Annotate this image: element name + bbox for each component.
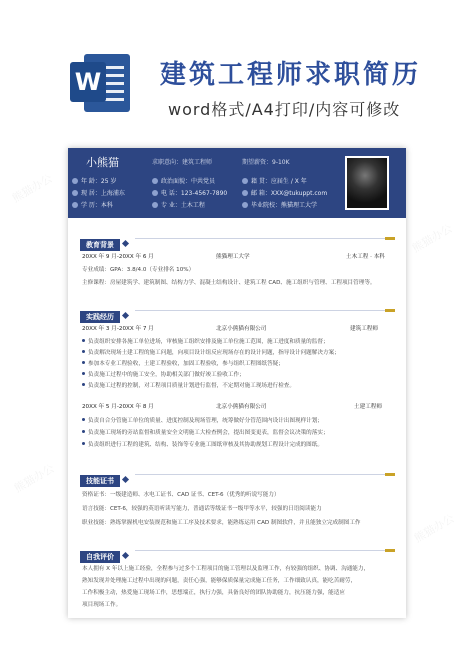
job-1-duty: 负责施工过程的控制，对工程项目质量计划进行监督，不定期对施工现场进行检查。 [82,381,295,389]
evaluation-line: 工作积极主动，热爱施工现场工作，思想端正，执行力强，具备良好的团队协助能力，抗压能力强，能适应 [82,590,345,596]
school-icon [242,202,248,208]
job-2-period: 20XX 年 5 月-20XX 年 8 月 [82,404,154,410]
section-evaluation-header: 自我评价 [80,544,128,556]
job-intent: 求职意向：建筑工程师 [152,159,213,166]
section-education-header: 教育背景 [80,232,128,244]
location-icon [72,190,78,196]
evaluation-line: 本人拥有 X 年以上施工经验，全程参与过多个工程项目的施工管理以及监理工作，有较强的组织、协调、沟通能力， [82,566,370,572]
phone-icon [152,190,158,196]
diamond-icon [122,476,129,483]
job-1-period: 20XX 年 3 月-20XX 年 7 月 [82,326,154,332]
job-2-company: 北京小熊猫有限公司 [216,404,267,410]
edu-period: 20XX 年 9 月-20XX 年 6 月 [82,254,154,260]
profile-panel [68,148,406,218]
diamond-icon [122,240,129,247]
degree-icon [72,202,78,208]
word-doc-icon [70,52,132,114]
resume-sheet [68,148,406,618]
job-2-role: 土建工程师 [354,404,382,410]
section-skills-header: 技能证书 [80,468,128,480]
job-1-duty: 负责组织安排各施工单位进场，审核施工组织安排及施工单位施工范围，施工进度和质量的监督； [82,337,329,345]
info-age: 年 龄：25 岁 [72,176,116,185]
info-email: 邮 箱：XXX@tukuppt.com [242,188,327,197]
job-1-duty: 负责解决现场土建工程的施工问题，向项目设计组反应现场存在的设计问题，指导设计问题解决方案； [82,348,340,356]
job-1-duty: 负责施工过程中的施工安全，协助相关部门做好竣工验收工作； [82,370,245,378]
watermark: 熊猫办公 [411,511,457,546]
book-icon [152,202,158,208]
email-icon [242,190,248,196]
person-icon [72,178,78,184]
info-school: 毕业院校：熊猫理工大学 [242,200,317,209]
section-experience-header: 实践经历 [80,304,128,316]
info-political: 政治面貌：中共党员 [152,176,215,185]
evaluation-line: 项目现场工作。 [82,602,122,608]
skill-certificates: 资格证书：一级建造师、水电工证书、CAD 证书、CET-6（优秀的听说写能力） [82,492,280,498]
watermark: 熊猫办公 [409,221,455,256]
home-icon [242,178,248,184]
info-degree: 学 历：本科 [72,200,113,209]
edu-school: 熊猫理工大学 [216,254,250,260]
job-1-duty: 参加本专业工程验收，土建工程验收，加固工程验收，参与组织工程图纸答疑； [82,359,284,367]
job-2-duty: 负责组织进行工程的建筑、结构、装饰等专业施工图纸审核及其协助规划工程设计完成的图纸。 [82,440,323,448]
page-title: 建筑工程师求职简历 [160,60,422,90]
skill-language: 语言技能：CET-6，较强的英语听读写能力，普通话等级证书一级甲等水平，较强的日语阅读能力 [82,506,322,512]
edu-major: 土木工程 · 本科 [346,254,385,260]
profile-photo [345,156,389,210]
job-1-role: 建筑工程师 [350,326,378,332]
expected-salary: 期望薪资：9-10K [242,159,290,166]
edu-gpa: 专业成绩：GPA：3.8/4.0（专业排名 10%） [82,267,195,273]
diamond-icon [122,312,129,319]
job-2-duty: 负责自合分管施工单位的质量、进度控制及现场管理，统筹做好分管范围内设计出图现样计划； [82,416,323,424]
evaluation-line: 熟知发现并处理施工过程中出现的问题，责任心强，能够保质保量完成施工任务，工作细致认真，能吃苦耐劳， [82,578,357,584]
edu-courses: 主修课程：房屋建筑学、建筑制图、结构力学、混凝土结构设计、建筑工程 CAD、施工组织与管理、工程项目管理等。 [82,280,376,286]
info-major: 专 业：土木工程 [152,200,205,209]
word-logo-letter: W [70,62,106,102]
candidate-name: 小熊猫 [86,156,119,169]
watermark: 熊猫办公 [9,171,55,206]
info-phone: 电 话：123-4567-7890 [152,188,227,197]
job-2-duty: 负责施工现场的旁站监督和质量安全文明施工大检查例会，提出图变更表，监督会议决策的落实； [82,428,329,436]
job-1-company: 北京小熊猫有限公司 [216,326,267,332]
header-banner [0,0,474,148]
info-city: 现 居：上海浦东 [72,188,125,197]
watermark: 熊猫办公 [11,461,57,496]
diamond-icon [122,552,129,559]
flag-icon [152,178,158,184]
info-hometown: 籍 贯：应届生 / X 年 [242,176,307,185]
skill-professional: 职业技能：熟练掌握机电安装规范和施工工序及技术要求，能熟练运用 CAD 制图软件，并且能独立完成制图工作 [82,520,361,526]
page-subtitle: word格式/A4打印/内容可修改 [168,100,401,119]
